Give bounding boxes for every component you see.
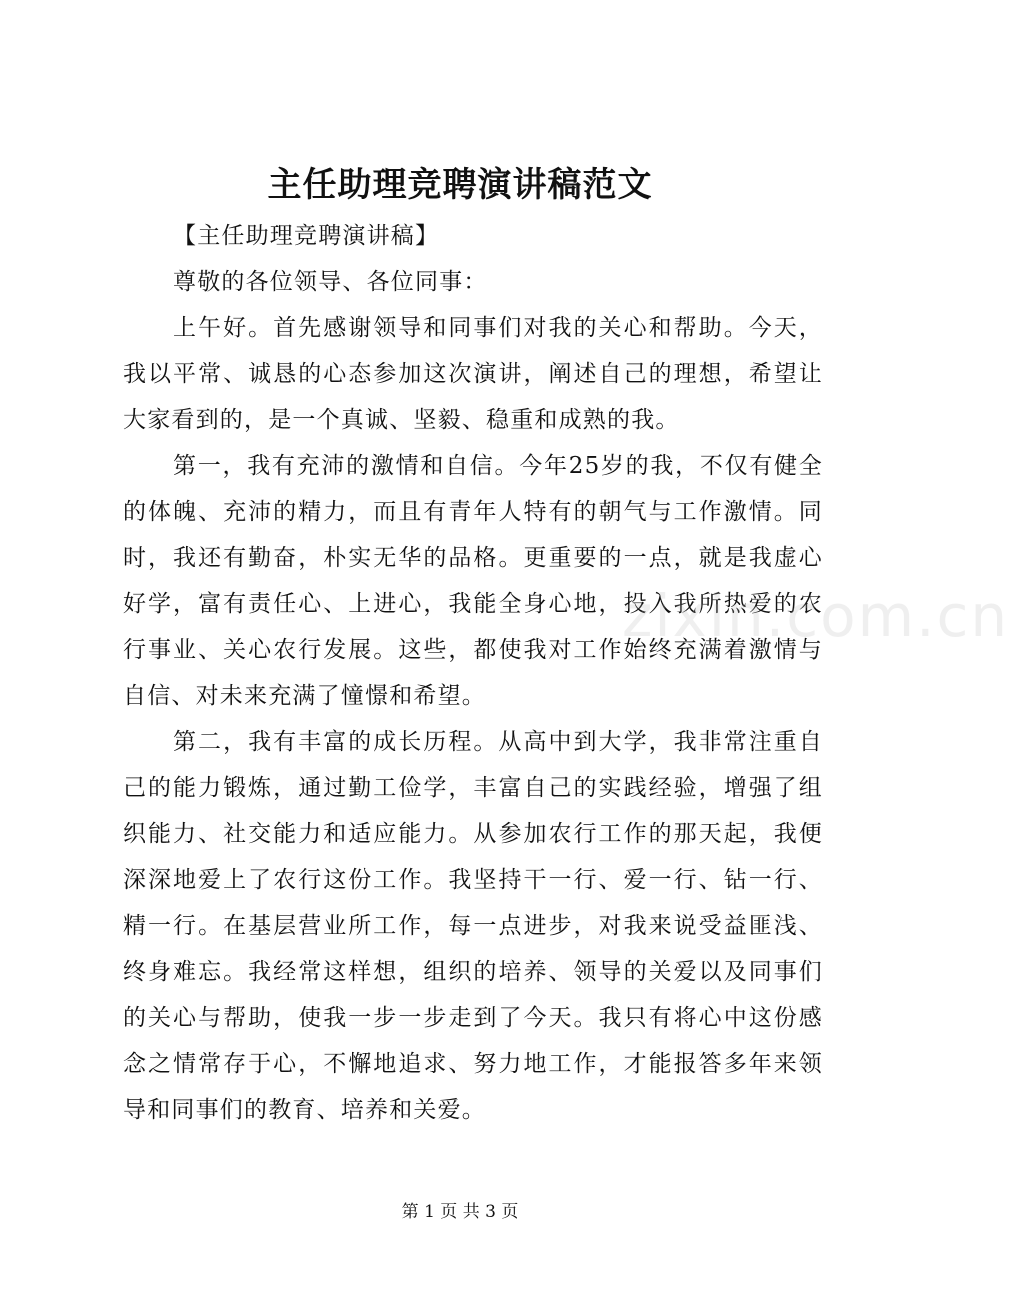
paragraph-heading: 【主任助理竞聘演讲稿】 <box>173 223 440 249</box>
paragraph-first-point: 第一，我有充沛的激情和自信。今年25岁的我，不仅有健全的体魄、充沛的精力，而且有青年人特有的朝气与工作激情。同时，我还有勤奋，朴实无华的品格。更重要的一点，就是我虚心好学，富有责任心、上进心，我能全身心地，投入我所热爱的农行事业、关心农行发展。这些，都使我对工作始终充满着激情与自信、对未来充满了憧憬和希望。 <box>123 453 823 709</box>
paragraph-greeting: 上午好。首先感谢领导和同事们对我的关心和帮助。今天，我以平常、诚恳的心态参加这次演讲，阐述自己的理想，希望让大家看到的，是一个真诚、坚毅、稳重和成熟的我。 <box>123 315 823 433</box>
page-footer: 第 1 页 共 3 页 <box>401 1202 519 1222</box>
document-body <box>123 213 823 1133</box>
paragraph-salutation: 尊敬的各位领导、各位同事： <box>173 269 488 295</box>
paragraph-second-point: 第二，我有丰富的成长历程。从高中到大学，我非常注重自己的能力锻炼，通过勤工俭学，丰富自己的实践经验，增强了组织能力、社交能力和适应能力。从参加农行工作的那天起，我便深深地爱上了农行这份工作。我坚持干一行、爱一行、钻一行、精一行。在基层营业所工作，每一点进步，对我来说受益匪浅、终身难忘。我经常这样想，组织的培养、领导的关爱以及同事们的关心与帮助，使我一步一步走到了今天。我只有将心中这份感念之情常存于心，不懈地追求、努力地工作，才能报答多年来领导和同事们的教育、培养和关爱。 <box>123 729 823 1123</box>
watermark-text: zixin.com.cn <box>622 582 1009 650</box>
document-title: 主任助理竞聘演讲稿范文 <box>267 165 653 205</box>
